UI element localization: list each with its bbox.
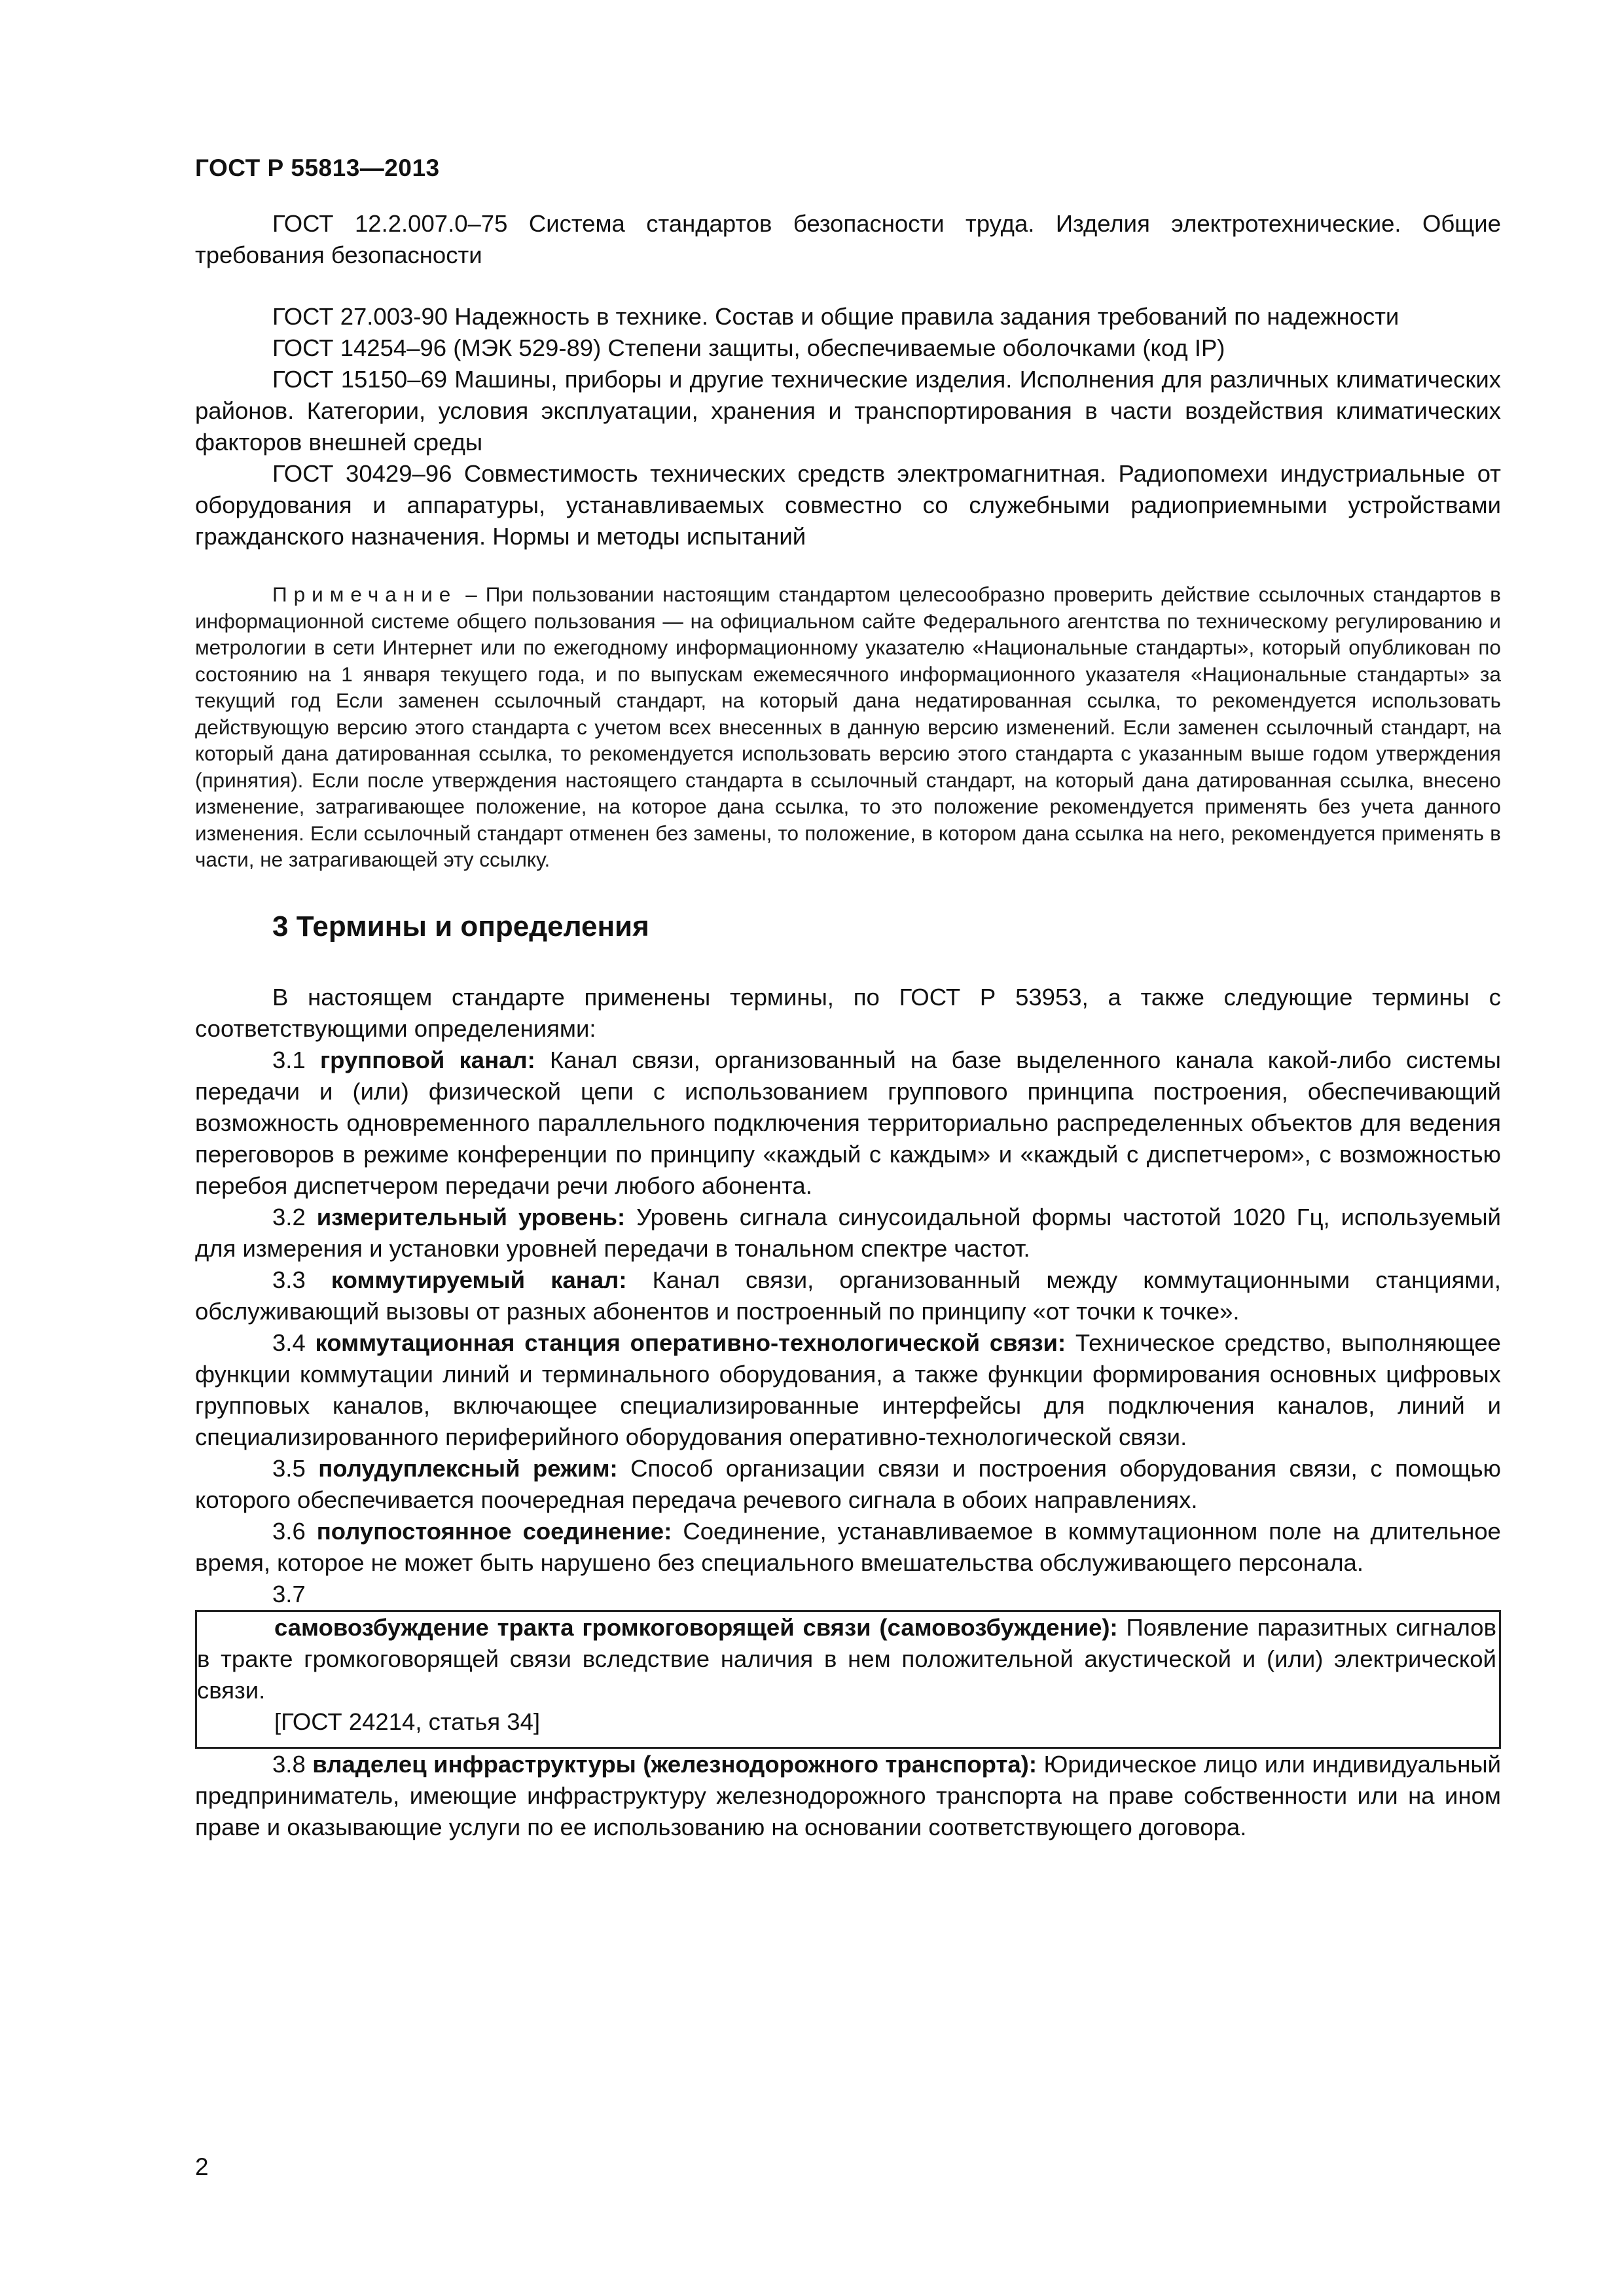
term-definition: Соединение, устанавливаемое в коммутационном поле на длительное время, которое не может быть нарушено без специального вмешательства обслуживающего персонала.: [195, 1517, 1501, 1576]
term-definition: Канал связи, организованный между коммутационными станциями, обслуживающий вызовы от разных абонентов и построенный по принципу «от точки к точке».: [195, 1266, 1501, 1325]
document-header-code: ГОСТ Р 55813—2013: [195, 154, 440, 181]
term-number: 3.5: [272, 1454, 306, 1482]
term-number: 3.3: [272, 1266, 306, 1293]
document-body: [195, 208, 1501, 1843]
term-definition: Техническое средство, выполняющее функции коммутации линий и терминального оборудования, а также функции формирования основных цифровых групповых каналов, включающее специализированные интерфейсы для подключения каналов, линий и специализированного периферийного оборудования оперативно-технологической связи.: [195, 1329, 1501, 1450]
note-paragraph: [195, 581, 1501, 873]
term-definition: Уровень сигнала синусоидальной формы частотой 1020 Гц, используемый для измерения и установки уровней передачи в тональном спектре частот.: [195, 1203, 1501, 1262]
term-number: 3.8: [272, 1750, 306, 1778]
term-name: владелец инфраструктуры (железнодорожного транспорта):: [312, 1750, 1037, 1778]
term-entry: [195, 1265, 1501, 1327]
term-name: групповой канал:: [319, 1046, 535, 1073]
term-entry: [195, 1202, 1501, 1265]
page-number: 2: [195, 2153, 209, 2180]
term-definition: Канал связи, организованный на базе выделенного канала какой-либо системы передачи и (или) физической цепи с использованием группового принципа построения, обеспечивающий возможность одновременного параллельного подключения территориально распределенных объектов для ведения переговоров в режиме конференции по принципу «каждый с каждым» и «каждый с диспетчером», с возможностью перебоя диспетчером передачи речи любого абонента.: [195, 1046, 1501, 1199]
boxed-term-number: 3.7: [272, 1580, 306, 1607]
term-name: полупостоянное соединение:: [316, 1517, 672, 1545]
note-label: Примечание: [272, 583, 458, 606]
section-title: 3 Термины и определения: [272, 910, 649, 942]
reference-item: ГОСТ 27.003-90 Надежность в технике. Состав и общие правила задания требований по надежности: [272, 303, 1399, 330]
term-definition: Юридическое лицо или индивидуальный предприниматель, имеющие инфраструктуру железнодорожного транспорта на праве собственности или на ином праве и оказывающие услуги по ее использованию на основании соответствующего договора.: [195, 1750, 1501, 1840]
boxed-term-definition: Появление паразитных сигналов в тракте громкоговорящей связи вследствие наличия в нем положительной акустической и (или) электрической связи.: [197, 1613, 1496, 1704]
term-entry: [195, 1045, 1501, 1202]
term-name: полудуплексный режим:: [318, 1454, 618, 1482]
term-entry: [195, 1749, 1501, 1843]
term-number: 3.4: [272, 1329, 306, 1356]
boxed-term-source: [ГОСТ 24214, статья 34]: [274, 1708, 541, 1735]
section-intro: В настоящем стандарте применены термины, по ГОСТ Р 53953, а также следующие термины с соответствующими определениями:: [195, 983, 1501, 1042]
term-name: измерительный уровень:: [316, 1203, 626, 1230]
term-name: коммутируемый канал:: [331, 1266, 627, 1293]
term-number: 3.6: [272, 1517, 306, 1545]
reference-item: ГОСТ 15150–69 Машины, приборы и другие технические изделия. Исполнения для различных климатических районов. Категории, условия эксплуатации, хранения и транспортирования в части воздействия климатических факторов внешней среды: [195, 366, 1501, 456]
reference-item: ГОСТ 30429–96 Совместимость технических средств электромагнитная. Радиопомехи индустриальные от оборудования и аппаратуры, устанавливаемых совместно со служебными радиоприемными устройствами гражданского назначения. Нормы и методы испытаний: [195, 460, 1501, 550]
term-entry: [195, 1453, 1501, 1516]
boxed-term-name: самовозбуждение тракта громкоговорящей связи (самовозбуждение):: [274, 1613, 1118, 1641]
term-definition: Способ организации связи и построения оборудования связи, с помощью которого обеспечивается поочередная передача речевого сигнала в обоих направлениях.: [195, 1454, 1501, 1513]
term-entry: [195, 1327, 1501, 1453]
reference-item: ГОСТ 12.2.007.0–75 Система стандартов безопасности труда. Изделия электротехнические. Общие требования безопасности: [195, 210, 1501, 268]
term-name: коммутационная станция оперативно-технологической связи:: [315, 1329, 1066, 1356]
boxed-term-entry: [197, 1612, 1496, 1706]
note-text: – При пользовании настоящим стандартом целесообразно проверить действие ссылочных стандартов в информационной системе общего пользования — на официальном сайте Федерального агентства по техническому регулированию и метрологии в сети Интернет или по ежегодному информационному указателю «Национальные стандарты», который опубликован по состоянию на 1 января текущего года, и по выпускам ежемесячного информационного указателя «Национальные стандарты» за текущий год Если заменен ссылочный стандарт, на который дана недатированная ссылка, то рекомендуется использовать действующую версию этого стандарта с учетом всех внесенных в данную версию изменений. Если заменен ссылочный стандарт, на который дана датированная ссылка, то рекомендуется использовать версию этого стандарта с указанным выше годом утверждения (принятия). Если после утверждения настоящего стандарта в ссылочный стандарт, на который дана датированная ссылка, внесено изменение, затрагивающее положение, на которое дана ссылка, то это положение рекомендуется применять без учета данного изменения. Если ссылочный стандарт отменен без замены, то положение, в котором дана ссылка на него, рекомендуется применять в части, не затрагивающей эту ссылку.: [195, 583, 1501, 871]
reference-item: ГОСТ 14254–96 (МЭК 529-89) Степени защиты, обеспечиваемые оболочками (код IP): [272, 334, 1225, 361]
boxed-term-frame: [195, 1610, 1501, 1749]
term-number: 3.2: [272, 1203, 306, 1230]
term-entry: [195, 1516, 1501, 1579]
term-number: 3.1: [272, 1046, 306, 1073]
